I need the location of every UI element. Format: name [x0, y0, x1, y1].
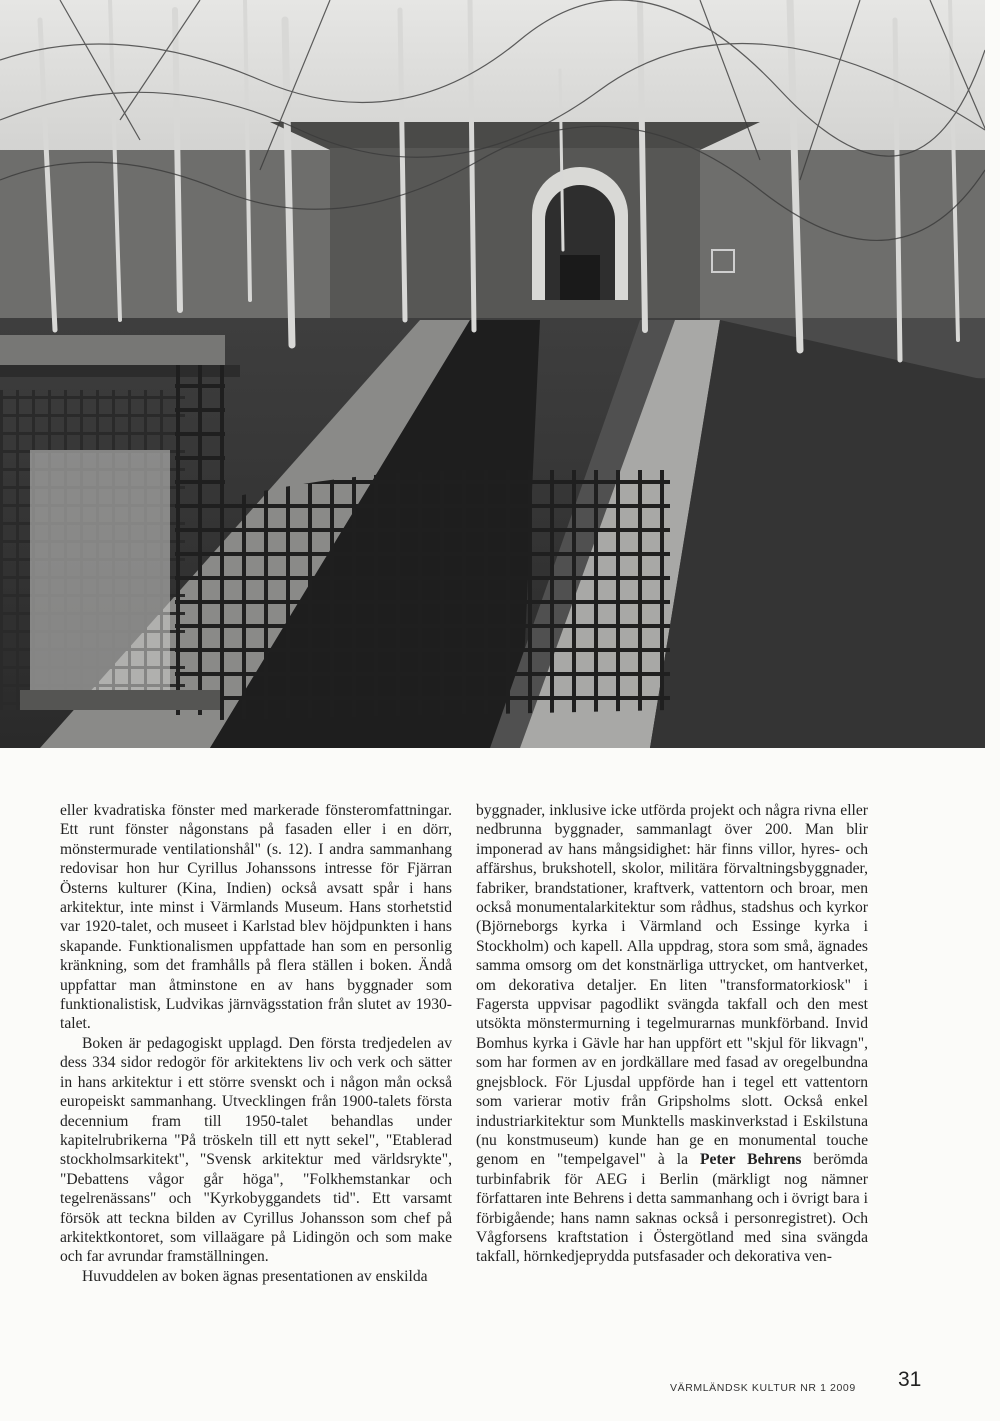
article-column-right	[476, 801, 868, 1267]
paragraph-text: berömda turbinfabrik för AEG i Berlin (märkligt nog nämner författaren inte Behrens i detta sammanhang och i övrigt bara i förbigående; hans namn saknas också i personregistret). Och Vågforsens kraftstation i Östergötland med sina svängda takfall, hörnkedjeprydda putsfasader och dekorativa ven-	[476, 1151, 868, 1266]
page-number: 31	[898, 1368, 922, 1391]
paragraph: Huvuddelen av boken ägnas presentationen av enskilda	[82, 1267, 428, 1285]
paragraph-text: byggnader, inklusive icke utförda projekt och några rivna eller nedbrunna byggnader, sammanlagt över 200. Man blir imponerad av hans mångsidighet: här finns villor, hyres- och affärshus, brukshotell, skolor, militära förvaltningsbyggnader, fabriker, brandstationer, kraftverk, vattentorn och broar, men också monumentalarkitektur som rådhus, stadshus och kyrkor (Björneborgs kyrka i Värmland och Essinge kyrka i Stockholm) och kapell. Alla uppdrag, stora som små, ägnades samma omsorg om det konstnärliga uttrycket, om hantverket, om dekorativa detaljer. En liten "transformatorkiosk" i Fagersta uppvisar pagodlikt svängda takfall och den mest utsökta mönstermurning i tegelmurarnas munkförband. Invid Bomhus kyrka i Gävle har han uppfört ett "skjul för likvagn", som har formen av en jordkällare med fasad av oregelbundna gnejsblock. För Ljusdal uppförde han i tegel ett vattentorn som varierar motiv från Gripsholms slott. Också enkel industriarkitektur som Munktells maskinverkstad i Eskilstuna (nu konstmuseum) kunde han ge en monumental touche genom en "tempelgavel" à la	[476, 802, 868, 1169]
article-column-left	[60, 801, 452, 1286]
publication-footer: VÄRMLÄNDSK KULTUR NR 1 2009	[670, 1382, 856, 1394]
paragraph: Boken är pedagogiskt upplagd. Den första tredjedelen av dess 334 sidor redogör för arkitektens liv och verk och sätter in hans arkitektur i ett större svenskt och i någon mån också europeiskt sammanhang. Utvecklingen från 1900-talets första decennium fram till 1950-talet behandlas under kapitelrubrikerna "På tröskeln till ett nytt sekel", "Etablerad stockholmsarkitekt", "Svensk arkitektur med världsrykte", "Debattens vågor går höga", "Folkhemstankar och tegelrenässans" och "Kyrkobyggandets tid". Ett varsamt försök att teckna bilden av Cyrillus Johansson som chef på arkitektkontoret, som villaägare på Lidingön och som make och far avrundar framställningen.	[60, 1034, 452, 1266]
paragraph	[476, 801, 868, 1267]
paragraph: eller kvadratiska fönster med markerade fönsteromfattningar. Ett runt fönster någonstans på fasaden eller i en dörr, mönstermurade ventilationshål" (s. 12). I andra sammanhang redovisar hon hur Cyrillus Johanssons intresse för Fjärran Österns kulturer (Kina, Indien) också avsatt spår i hans arkitektur, inte minst i Värmlands Museum. Hans storhetstid var 1920-talet, och museet i Karlstad blev höjdpunkten i hans skapande. Funktionalismen uppfattade han som en personlig kränkning, som det framhålls på flera ställen i boken. Ändå uppfattar man åtminstone en av hans byggnader som funktionalistisk, Ludvikas järnvägsstation från slutet av 1930-talet.	[60, 802, 452, 1033]
person-name: Peter Behrens	[700, 1151, 802, 1169]
